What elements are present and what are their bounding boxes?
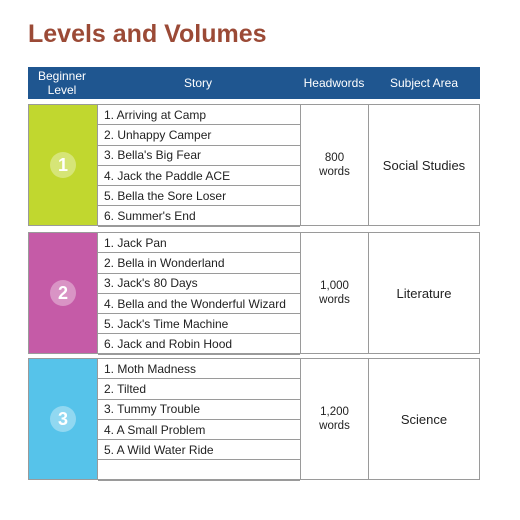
story-list-3	[98, 359, 300, 481]
story-item: 2. Tilted	[98, 379, 300, 399]
headwords-unit: words	[319, 420, 350, 432]
header-headwords: Headwords	[303, 76, 365, 90]
story-item: 4. Jack the Paddle ACE	[98, 166, 300, 186]
story-item: 4. A Small Problem	[98, 420, 300, 440]
level-group-2	[28, 232, 480, 354]
level-number-1: 1	[50, 152, 76, 178]
story-item: 6. Jack and Robin Hood	[98, 334, 300, 354]
story-item	[98, 460, 300, 480]
header-story: Story	[183, 76, 212, 90]
level-number-3: 3	[50, 406, 76, 432]
page-title: Levels and Volumes	[28, 20, 267, 48]
story-item: 5. Bella the Sore Loser	[98, 186, 300, 206]
header-level: Beginner Level	[37, 69, 87, 97]
level-badge-2	[29, 233, 97, 353]
story-list-2	[98, 233, 300, 355]
story-item: 5. Jack's Time Machine	[98, 314, 300, 334]
subject-cell-1: Social Studies	[382, 157, 466, 173]
story-item: 3. Bella's Big Fear	[98, 146, 300, 166]
header-subject-area: Subject Area	[389, 76, 459, 90]
headwords-count: 1,000	[320, 280, 349, 292]
story-item: 1. Arriving at Camp	[98, 105, 300, 125]
headwords-cell-1	[301, 105, 368, 225]
story-item: 3. Jack's 80 Days	[98, 274, 300, 294]
table-header	[28, 67, 480, 99]
subject-cell-3: Science	[400, 411, 448, 427]
level-badge-1	[29, 105, 97, 225]
subject-cell-2: Literature	[396, 285, 452, 301]
headwords-count: 800	[324, 152, 345, 164]
story-item: 3. Tummy Trouble	[98, 400, 300, 420]
story-item: 1. Moth Madness	[98, 359, 300, 379]
story-item: 4. Bella and the Wonderful Wizard	[98, 294, 300, 314]
story-item: 2. Bella in Wonderland	[98, 253, 300, 273]
story-item: 6. Summer's End	[98, 206, 300, 226]
headwords-cell-3	[301, 359, 368, 479]
headwords-cell-2	[301, 233, 368, 353]
headwords-unit: words	[319, 294, 350, 306]
story-list-1	[98, 105, 300, 227]
story-item: 2. Unhappy Camper	[98, 125, 300, 145]
level-group-3	[28, 358, 480, 480]
level-group-1	[28, 104, 480, 226]
headwords-unit: words	[319, 166, 350, 178]
level-number-2: 2	[50, 280, 76, 306]
story-item: 1. Jack Pan	[98, 233, 300, 253]
story-item: 5. A Wild Water Ride	[98, 440, 300, 460]
level-badge-3	[29, 359, 97, 479]
headwords-count: 1,200	[320, 406, 349, 418]
